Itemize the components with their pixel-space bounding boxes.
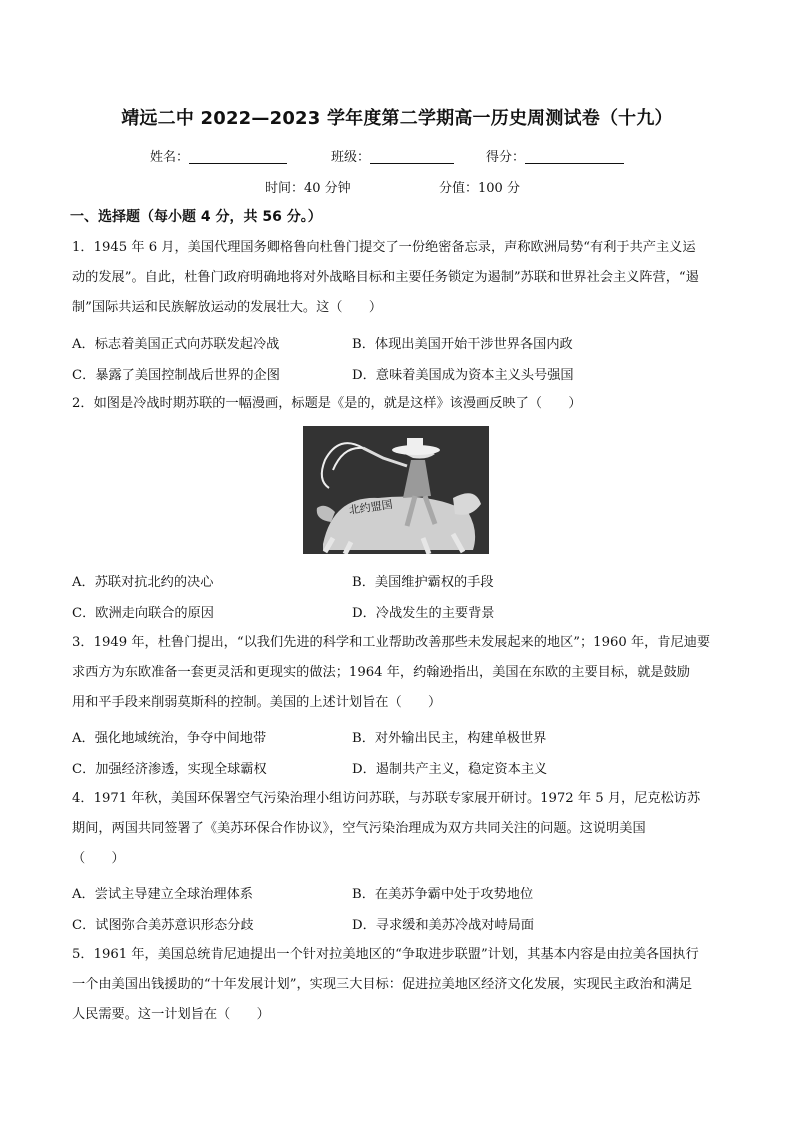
cartoon-image	[303, 426, 489, 554]
question-2	[72, 389, 727, 419]
question-line: 4．1971 年秋，美国环保署空气污染治理小组访问苏联，与苏联专家展开研讨。1972 年 5 月，尼克松访苏	[72, 791, 701, 806]
question-line: 1．1945 年 6 月，美国代理国务卿格鲁向杜鲁门提交了一份绝密备忘录，声称欧洲局势“有利于共产主义运	[72, 240, 696, 255]
option-a[interactable]: A．标志着美国正式向苏联发起冷战	[72, 337, 280, 352]
question-4	[72, 784, 727, 874]
option-c[interactable]: C．试图弥合美苏意识形态分歧	[72, 918, 254, 933]
question-line: 动的发展”。自此，杜鲁门政府明确地将对外战略目标和主要任务锁定为遏制”苏联和世界社会主义阵营，“遏	[72, 270, 699, 285]
option-d[interactable]: D．冷战发生的主要背景	[352, 606, 495, 621]
class-field[interactable]	[370, 149, 454, 164]
score-field[interactable]	[525, 149, 624, 164]
option-c[interactable]: C．加强经济渗透，实现全球霸权	[72, 762, 267, 777]
time-label: 时间：40 分钟	[265, 181, 351, 196]
question-3	[72, 628, 727, 718]
option-b[interactable]: B．美国维护霸权的手段	[352, 575, 494, 590]
question-line: 人民需要。这一计划旨在（ ）	[72, 1007, 270, 1022]
option-a[interactable]: A．尝试主导建立全球治理体系	[72, 887, 253, 902]
section-heading: 一、选择题（每小题 4 分，共 56 分。）	[70, 209, 322, 225]
question-1	[72, 233, 727, 323]
cartoon-drawing	[303, 426, 489, 554]
option-b[interactable]: B．在美苏争霸中处于攻势地位	[352, 887, 534, 902]
option-a[interactable]: A．强化地域统治，争夺中间地带	[72, 731, 267, 746]
option-a[interactable]: A．苏联对抗北约的决心	[72, 575, 214, 590]
score-label: 得分：	[486, 150, 526, 165]
question-line: （ ）	[72, 851, 125, 866]
question-line: 用和平手段来削弱莫斯科的控制。美国的上述计划旨在（ ）	[72, 695, 442, 710]
option-b[interactable]: B．对外输出民主，构建单极世界	[352, 731, 547, 746]
exam-title: 靖远二中 2022—2023 学年度第二学期高一历史周测试卷（十九）	[121, 108, 673, 129]
question-5	[72, 940, 727, 1030]
option-d[interactable]: D．遏制共产主义，稳定资本主义	[352, 762, 548, 777]
name-field[interactable]	[189, 149, 287, 164]
option-d[interactable]: D．意味着美国成为资本主义头号强国	[352, 368, 574, 383]
points-label: 分值：100 分	[439, 181, 520, 196]
question-line: 5．1961 年，美国总统肯尼迪提出一个针对拉美地区的“争取进步联盟”计划，其基本内容是由拉美各国执行	[72, 947, 699, 962]
question-line: 制”国际共运和民族解放运动的发展壮大。这（ ）	[72, 300, 383, 315]
question-line: 期间，两国共同签署了《美苏环保合作协议》，空气污染治理成为双方共同关注的问题。这说明美国	[72, 821, 646, 836]
option-b[interactable]: B．体现出美国开始干涉世界各国内政	[352, 337, 573, 352]
option-c[interactable]: C．暴露了美国控制战后世界的企图	[72, 368, 280, 383]
question-line: 3．1949 年，杜鲁门提出，“以我们先进的科学和工业帮助改善那些未发展起来的地区”；1960 年，肯尼迪要	[72, 635, 711, 650]
cartoon-label: 北约盟国	[348, 497, 394, 517]
question-line: 2．如图是冷战时期苏联的一幅漫画，标题是《是的，就是这样》该漫画反映了（ ）	[72, 396, 582, 411]
option-d[interactable]: D．寻求缓和美苏冷战对峙局面	[352, 918, 535, 933]
class-label: 班级：	[331, 150, 371, 165]
question-line: 求西方为东欧准备一套更灵活和更现实的做法；1964 年，约翰逊指出，美国在东欧的主要目标，就是鼓励	[72, 665, 690, 680]
question-line: 一个由美国出钱援助的“十年发展计划”，实现三大目标：促进拉美地区经济文化发展，实现民主政治和满足	[72, 977, 693, 992]
name-label: 姓名：	[150, 150, 190, 165]
option-c[interactable]: C．欧洲走向联合的原因	[72, 606, 214, 621]
